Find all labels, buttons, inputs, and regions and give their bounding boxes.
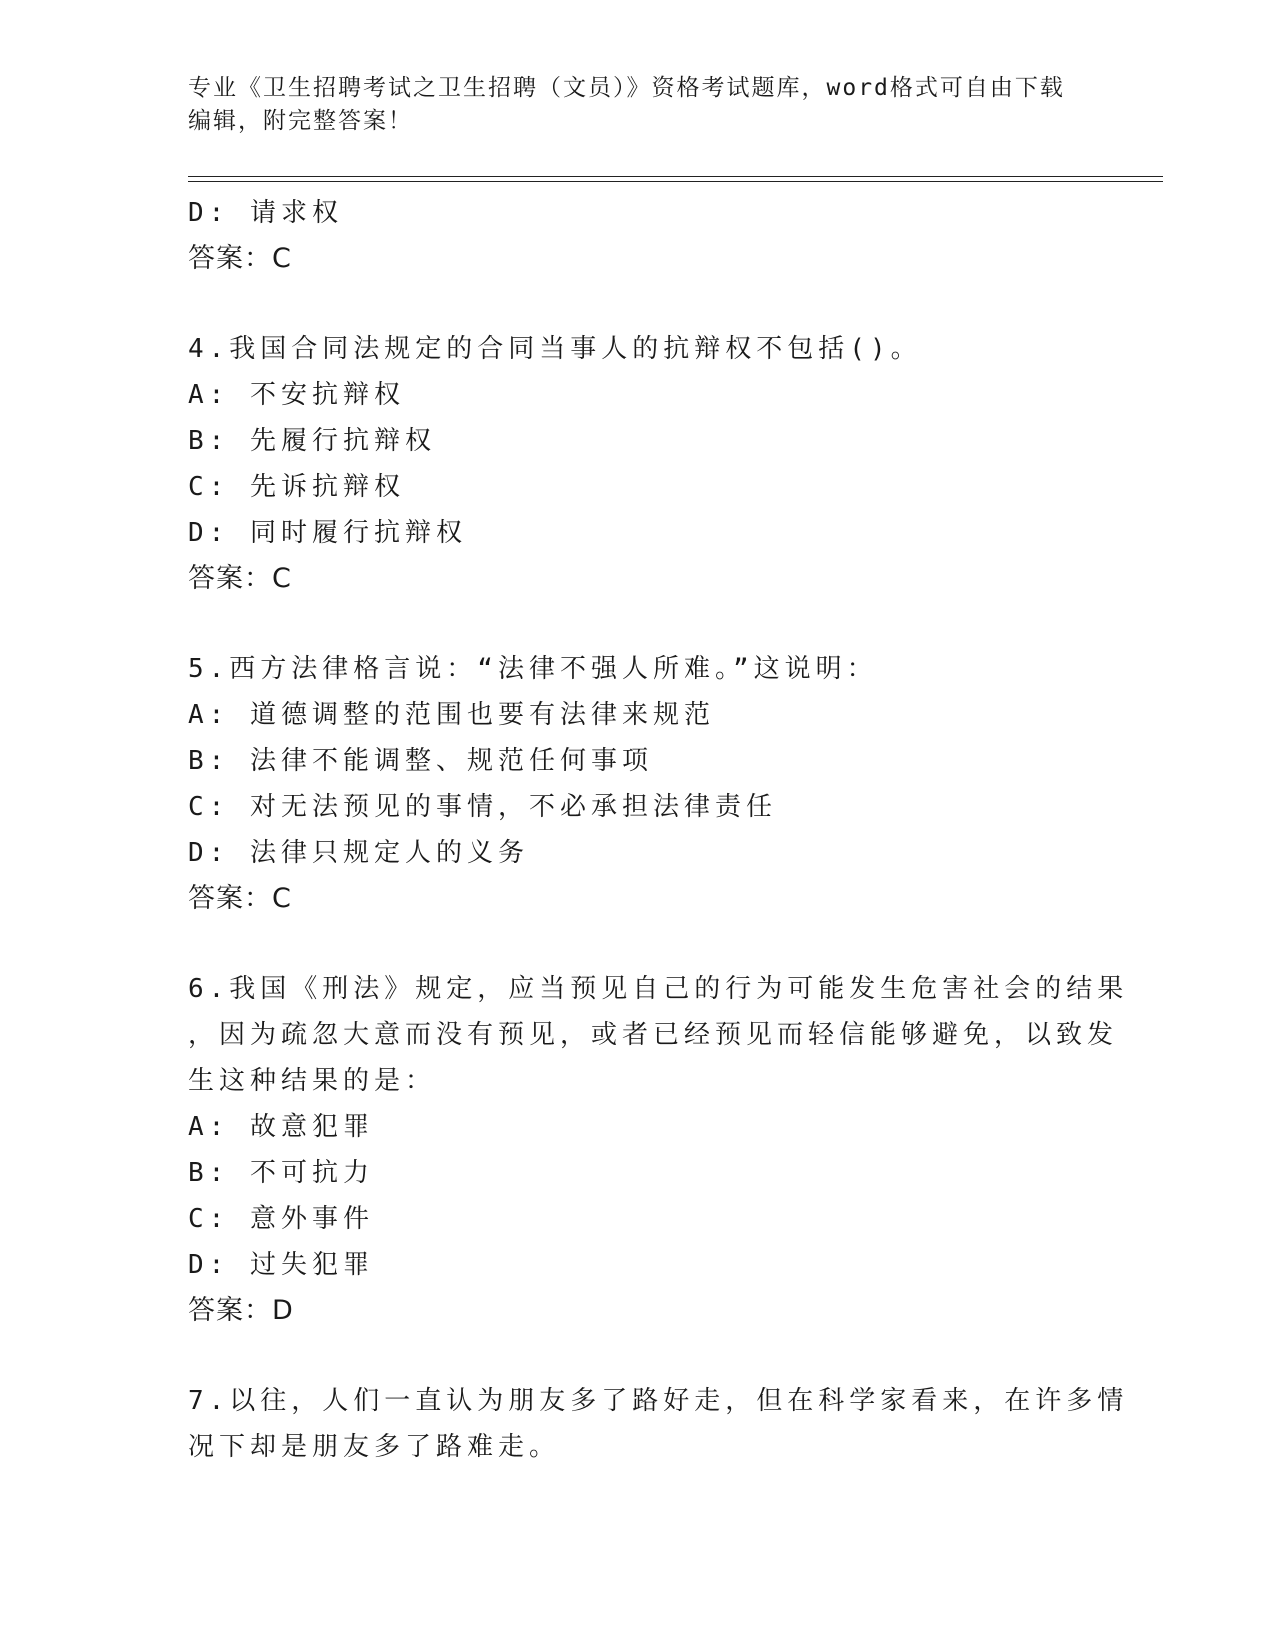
option-c: C: 先诉抗辩权 — [188, 472, 405, 502]
question-stem-line-1: 7.以往，人们一直认为朋友多了路好走，但在科学家看来，在许多情 — [188, 1386, 1129, 1416]
question-6 — [188, 966, 1129, 1334]
question-stem-line-2: ，因为疏忽大意而没有预见，或者已经预见而轻信能够避免，以致发 — [188, 1020, 1119, 1050]
option-c: C: 对无法预见的事情，不必承担法律责任 — [188, 792, 777, 822]
question-stem-line-3: 生这种结果的是： — [188, 1066, 437, 1096]
question-4 — [188, 326, 1068, 602]
question-stem-line-2: 况下却是朋友多了路难走。 — [188, 1432, 561, 1462]
header-divider-top — [188, 176, 1163, 177]
question-3-tail — [188, 190, 1068, 282]
question-stem-line-1: 6.我国《刑法》规定，应当预见自己的行为可能发生危害社会的结果 — [188, 974, 1129, 1004]
option-b: B: 法律不能调整、规范任何事项 — [188, 746, 653, 776]
question-stem: 5.西方法律格言说：“法律不强人所难。”这说明： — [188, 654, 878, 684]
question-5 — [188, 646, 1068, 922]
document-header — [188, 72, 1088, 138]
header-divider-bottom — [188, 181, 1163, 182]
option-a: A: 不安抗辩权 — [188, 380, 405, 410]
option-a: A: 故意犯罪 — [188, 1112, 374, 1142]
question-list — [188, 190, 1129, 1470]
answer-line: 答案：D — [188, 1295, 294, 1326]
option-c: C: 意外事件 — [188, 1204, 374, 1234]
question-7 — [188, 1378, 1129, 1470]
answer-line: 答案：C — [188, 243, 292, 274]
question-stem: 4.我国合同法规定的合同当事人的抗辩权不包括()。 — [188, 334, 922, 364]
header-line-1: 专业《卫生招聘考试之卫生招聘（文员）》资格考试题库，word格式可自由下载 — [188, 75, 1065, 101]
option-a: A: 道德调整的范围也要有法律来规范 — [188, 700, 715, 730]
option-b: B: 先履行抗辩权 — [188, 426, 436, 456]
option-d: D: 同时履行抗辩权 — [188, 518, 467, 548]
header-line-2: 编辑，附完整答案！ — [188, 108, 413, 134]
answer-line: 答案：C — [188, 883, 292, 914]
option-d: D: 过失犯罪 — [188, 1250, 374, 1280]
answer-line: 答案：C — [188, 563, 292, 594]
option-d: D: 请求权 — [188, 198, 343, 228]
option-d: D: 法律只规定人的义务 — [188, 838, 529, 868]
option-b: B: 不可抗力 — [188, 1158, 374, 1188]
